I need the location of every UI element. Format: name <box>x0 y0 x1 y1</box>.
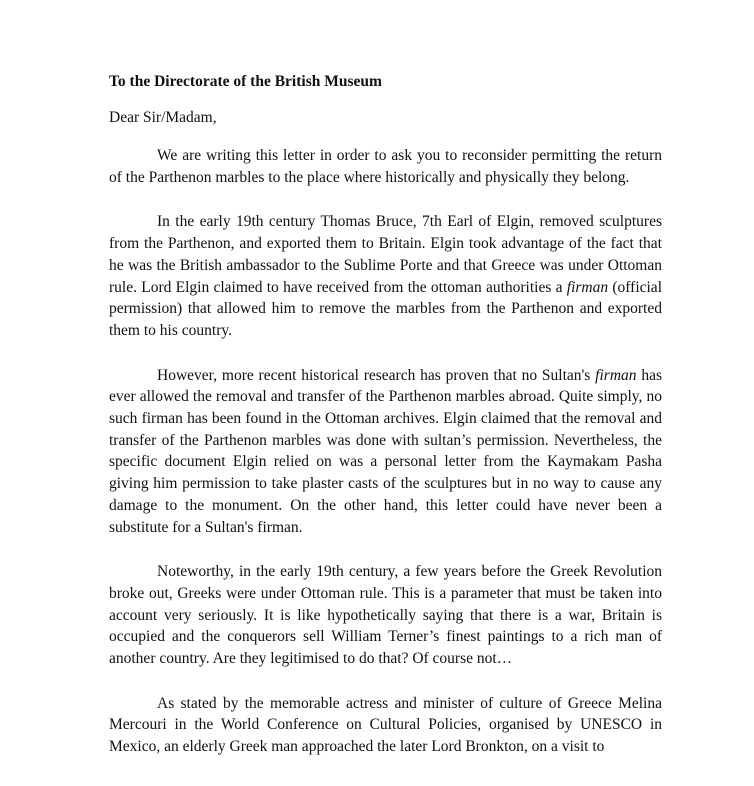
paragraph-2 <box>109 211 662 341</box>
paragraph-3-text-a: However, more recent historical research has proven that no Sultan's <box>157 366 596 384</box>
paragraph-3-italic-term: firman <box>595 366 637 384</box>
paragraph-1: We are writing this letter in order to ask you to reconsider permitting the return of the Parthenon marbles to the place where historically and physically they belong. <box>109 147 662 186</box>
paragraph-3 <box>109 365 662 539</box>
paragraph-2-text-a: In the early 19th century Thomas Bruce, 7th Earl of Elgin, removed sculptures from the Parthenon, and exported them to Britain. Elgin took advantage of the fact that he was the British ambassador to the Sublime Porte and that Greece was under Ottoman rule. Lord Elgin claimed to have received from the ottoman authorities a <box>109 213 662 296</box>
letter-page <box>109 72 662 758</box>
letter-salutation: Dear Sir/Madam, <box>109 109 217 126</box>
paragraph-2-text-b: (official permission) that allowed him to remove the marbles from the Parthenon and exported them to his country. <box>109 278 662 339</box>
letter-heading: To the Directorate of the British Museum <box>109 73 382 90</box>
paragraph-4: Noteworthy, in the early 19th century, a few years before the Greek Revolution broke out, Greeks were under Ottoman rule. This is a parameter that must be taken into account very seriously. It is like hypothetically saying that there is a war, Britain is occupied and the conquerors sell William Terner’s finest paintings to a rich man of another country. Are they legitimised to do that? Of course not… <box>109 563 662 668</box>
paragraph-3-text-b: has ever allowed the removal and transfer of the Parthenon marbles abroad. Quite simply, no such firman has been found in the Ottoman archives. Elgin claimed that the removal and transfer of the Parthenon marbles was done with sultan’s permission. Nevertheless, the specific document Elgin relied on was a personal letter from the Kaymakam Pasha giving him permission to take plaster casts of the sculptures but in no way to cause any damage to the monument. On the other hand, this letter could have never been a substitute for a Sultan's firman. <box>109 366 662 536</box>
paragraph-2-italic-term: firman <box>566 278 609 296</box>
paragraph-5: As stated by the memorable actress and minister of culture of Greece Melina Mercouri in the World Conference on Cultural Policies, organised by UNESCO in Mexico, an elderly Greek man approached the later Lord Bronkton, on a visit to <box>109 694 662 756</box>
